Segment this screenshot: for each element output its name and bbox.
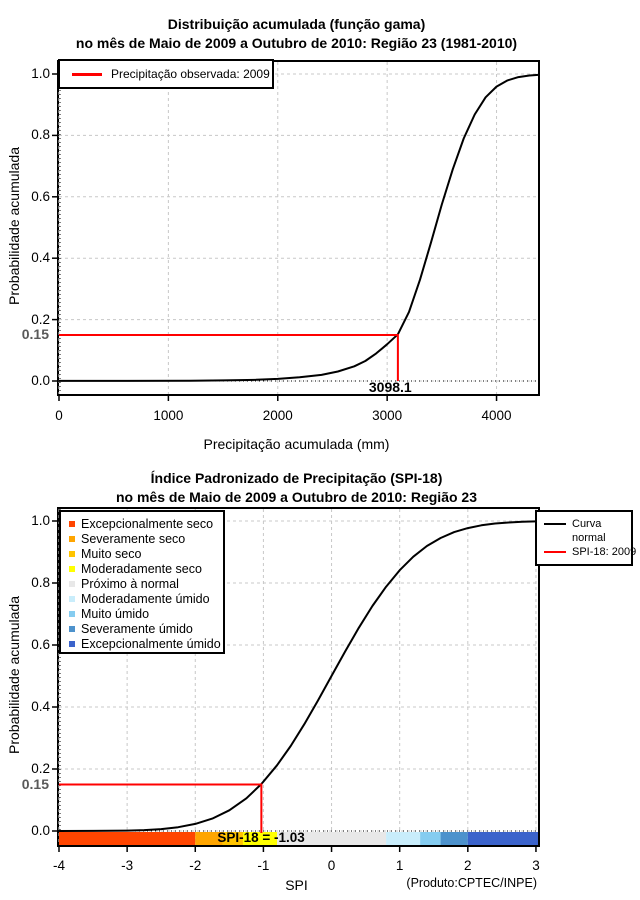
credit-label: (Produto:CPTEC/INPE) [406, 876, 537, 890]
category-color-swatch [69, 626, 75, 632]
y-tick-label: 0.4 [31, 699, 50, 714]
spi-line-swatch [544, 551, 566, 554]
chart-title-line-2: no mês de Maio de 2009 a Outubro de 2010: Região 23 [115, 489, 477, 505]
x-tick-label: 0 [327, 858, 336, 873]
category-label: Moderadamente úmido [81, 591, 210, 606]
x-tick-label: -1 [257, 858, 270, 873]
y-tick-label: 1.0 [31, 66, 50, 81]
normal-curve-line-swatch [544, 523, 566, 526]
x-tick-label: 2000 [262, 408, 293, 423]
observed-precip-line-swatch [72, 73, 102, 76]
y-axis-title: Probabilidade acumulada [6, 596, 22, 754]
spi-categories-legend-box [59, 510, 225, 654]
y-tick-label: 0.8 [31, 127, 50, 143]
y-axis-title: Probabilidade acumulada [6, 147, 22, 305]
legend-label: Precipitação observada: 2009 [111, 67, 270, 81]
category-label: Excepcionalmente úmido [81, 636, 221, 651]
x-axis-title: SPI [285, 877, 308, 893]
category-color-swatch [69, 521, 75, 527]
x-tick-label: 3000 [372, 408, 403, 423]
spi-category-legend-item [61, 516, 223, 531]
y-tick-label: 0.6 [31, 637, 50, 652]
plot-area-spi [21, 507, 637, 873]
category-color-swatch [69, 581, 75, 587]
y-tick-label: 0.4 [31, 250, 50, 266]
category-color-swatch [69, 641, 75, 647]
category-color-swatch [69, 611, 75, 617]
y-tick-label: 0.0 [31, 373, 50, 388]
observed-value-marker [59, 335, 398, 381]
x-tick-label: -4 [52, 858, 65, 873]
category-color-swatch [69, 536, 75, 542]
x-tick-label: 1 [395, 858, 404, 873]
category-label: Próximo à normal [81, 576, 179, 591]
y-tick-label: 1.0 [31, 513, 50, 528]
y-tick-label: 0.2 [31, 761, 50, 776]
gamma-curve-plot [59, 62, 538, 394]
spi-category-legend-item [61, 531, 223, 546]
x-tick-label: 4000 [481, 408, 512, 423]
x-tick-label: 0 [55, 408, 63, 423]
spi-category-legend-item [61, 636, 223, 651]
spi-colorbar-segment [59, 832, 195, 845]
spi-value-label: SPI-18 = -1.03 [217, 830, 305, 845]
x-tick-label: 1000 [153, 408, 184, 423]
spi-category-legend-item [61, 606, 223, 621]
x-axis-title: Precipitação acumulada (mm) [203, 436, 390, 452]
spi-category-legend-item [61, 546, 223, 561]
curve-legend-box [535, 510, 637, 566]
spi-category-legend-item [61, 591, 223, 606]
marker-y-value: 0.15 [21, 775, 49, 792]
category-label: Severamente úmido [81, 621, 193, 636]
spi-colorbar-segment [441, 832, 468, 845]
spi-category-legend-item [61, 561, 223, 576]
y-tick-label: 0.0 [31, 823, 50, 838]
chart-title-line-1: Distribuição acumulada (função gama) [167, 16, 426, 32]
category-label: Excepcionalmente seco [81, 516, 214, 531]
chart-title-line-2: no mês de Maio de 2009 a Outubro de 2010: Região 23 (1981-2010) [75, 35, 518, 51]
x-tick-label: -2 [189, 858, 202, 873]
plot-area-gamma [21, 60, 540, 423]
y-tick-label: 0.8 [31, 575, 50, 590]
legend-box [58, 59, 274, 89]
legend-item-normal-curve-line2: normal [572, 532, 606, 544]
legend-item-normal-curve: Curva [537, 517, 631, 531]
category-label: Muito úmido [81, 606, 150, 621]
spi-colorbar-segment [386, 832, 420, 845]
spi-colorbar-segment [420, 832, 440, 845]
category-color-swatch [69, 596, 75, 602]
legend-item-spi-2009: SPI-18: 2009 [537, 545, 631, 559]
category-color-swatch [69, 566, 75, 572]
category-label: Muito seco [81, 546, 142, 561]
chart-title-line-1: Índice Padronizado de Precipitação (SPI-18) [150, 470, 443, 486]
y-tick-label: 0.2 [31, 311, 50, 327]
category-label: Moderadamente seco [81, 561, 202, 576]
x-tick-label: -3 [121, 858, 134, 873]
y-tick-label: 0.6 [31, 188, 50, 204]
spi-chart [0, 447, 640, 900]
spi-category-legend-item [61, 621, 223, 636]
x-tick-label: 3 [532, 858, 540, 873]
x-tick-label: 2 [464, 858, 472, 873]
marker-y-value: 0.15 [21, 325, 49, 342]
marker-x-value: 3098.1 [368, 379, 412, 395]
category-label: Severamente seco [81, 531, 186, 546]
category-color-swatch [69, 551, 75, 557]
spi-colorbar-segment [468, 832, 538, 845]
spi-category-legend-item [61, 576, 223, 591]
